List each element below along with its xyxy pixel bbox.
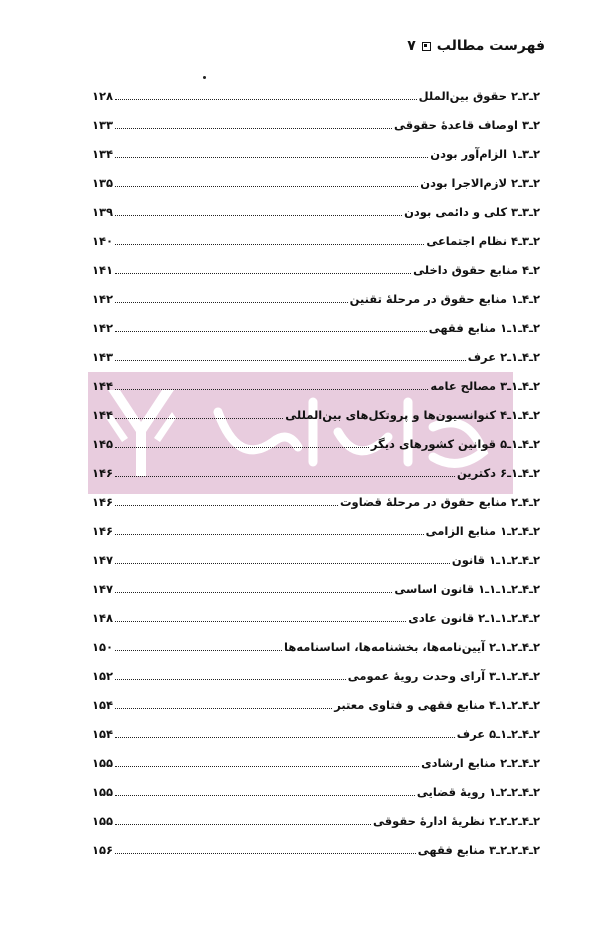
toc-entry-title: ۲ـ۴ـ۲ـ۱ـ۲ آیین‌نامه‌ها، بخشنامه‌ها، اساسنامه‌ها <box>284 640 540 654</box>
toc-entry-title: ۲ـ۴ـ۱ـ۱ منابع فقهی <box>428 321 540 335</box>
toc-entry-page: ۱۵۰ <box>92 640 114 654</box>
dot-leader <box>115 418 283 419</box>
dot-leader <box>115 273 411 274</box>
toc-entry-page: ۱۵۴ <box>92 698 114 712</box>
dot-leader <box>115 737 455 738</box>
toc-entry-title: ۲ـ۴ـ۲ـ۱ـ۱ـ۲ قانون عادی <box>408 611 540 625</box>
toc-entry-title: ۲ـ۳ـ۳ کلی و دائمی بودن <box>404 205 540 219</box>
toc-entry-page: ۱۳۹ <box>92 205 114 219</box>
toc-entry-page: ۱۳۳ <box>92 118 114 132</box>
toc-entry-title: ۲ـ۴ـ۲ـ۲ـ۳ منابع فقهی <box>417 843 540 857</box>
dot-leader <box>115 244 424 245</box>
toc-entry-page: ۱۴۶ <box>92 495 114 509</box>
toc-entry-title: ۲ـ۴ـ۲ـ۲ـ۲ نظریهٔ ادارهٔ حقوقی <box>372 814 540 828</box>
dot-leader <box>115 505 338 506</box>
dot-leader <box>115 331 427 332</box>
dot-leader <box>115 534 424 535</box>
toc-entry <box>92 171 540 191</box>
toc-entry <box>92 432 540 452</box>
toc-entry-page: ۱۵۲ <box>92 669 114 683</box>
dot-leader <box>115 708 332 709</box>
toc-entry-title: ۲ـ۴ـ۲ـ۱ـ۱ قانون <box>451 553 540 567</box>
toc-entry-title: ۲ـ۳ اوصاف قاعدهٔ حقوقی <box>394 118 540 132</box>
dot-leader <box>115 650 282 651</box>
toc-entry <box>92 200 540 220</box>
toc-entry <box>92 780 540 800</box>
dot-leader <box>115 447 369 448</box>
toc-entry-title: ۲ـ۲ـ۲ حقوق بین‌الملل <box>418 89 540 103</box>
toc-entry-page: ۱۴۰ <box>92 234 114 248</box>
dot-leader <box>115 476 455 477</box>
toc-entry <box>92 258 540 278</box>
dot-leader <box>115 824 371 825</box>
toc-entry <box>92 113 540 133</box>
toc-entry <box>92 461 540 481</box>
toc-entry-title: ۲ـ۳ـ۲ لازم‌الاجرا بودن <box>420 176 540 190</box>
toc-entry <box>92 577 540 597</box>
toc-entry-title: ۲ـ۴ـ۱ـ۳ مصالح عامه <box>430 379 540 393</box>
toc-entry-page: ۱۴۲ <box>92 321 114 335</box>
dot-leader <box>115 128 392 129</box>
header-page-number: ۷ <box>407 38 416 54</box>
dot-leader <box>115 99 417 100</box>
toc-entry-page: ۱۴۶ <box>92 466 114 480</box>
dot-leader <box>115 186 418 187</box>
toc-entry-page: ۱۵۵ <box>92 814 114 828</box>
toc-entry-page: ۱۴۷ <box>92 553 114 567</box>
dot-leader <box>115 766 419 767</box>
header-title: فهرست مطالب <box>436 38 545 54</box>
toc-entry-page: ۱۵۶ <box>92 843 114 857</box>
toc-entry-title: ۲ـ۴ـ۲ـ۱ـ۳ آرای وحدت رویهٔ عمومی <box>347 669 540 683</box>
toc-entry <box>92 722 540 742</box>
dot-leader <box>115 389 428 390</box>
toc-entry <box>92 809 540 829</box>
toc-entry <box>92 287 540 307</box>
toc-entry-page: ۱۴۲ <box>92 292 114 306</box>
toc-entry <box>92 838 540 858</box>
toc-entry-page: ۱۴۶ <box>92 524 114 538</box>
toc-entry-title: ۲ـ۴ـ۲ منابع حقوق در مرحلهٔ قضاوت <box>340 495 540 509</box>
toc-entry-title: ۲ـ۴ـ۱ـ۴ کنوانسیون‌ها و پروتکل‌های بین‌المللی <box>285 408 540 422</box>
toc-entry-page: ۱۵۴ <box>92 727 114 741</box>
toc-entry-page: ۱۴۴ <box>92 379 114 393</box>
toc-entry-title: ۲ـ۴ـ۱ـ۵ قوانین کشورهای دیگر <box>370 437 540 451</box>
toc-entry-title: ۲ـ۳ـ۱ الزام‌آور بودن <box>430 147 540 161</box>
toc-entry <box>92 403 540 423</box>
toc-entry-page: ۱۴۸ <box>92 611 114 625</box>
toc-entry <box>92 664 540 684</box>
dot-leader <box>115 679 346 680</box>
toc-entry <box>92 229 540 249</box>
toc-entry-title: ۲ـ۴ـ۲ـ۱ـ۵ عرف <box>456 727 540 741</box>
toc-entry-title: ۲ـ۳ـ۴ نظام اجتماعی <box>426 234 540 248</box>
dot-leader <box>115 563 450 564</box>
toc-entry <box>92 490 540 510</box>
toc-entry-title: ۲ـ۴ منابع حقوق داخلی <box>413 263 540 277</box>
toc-entry <box>92 693 540 713</box>
toc-entry <box>92 142 540 162</box>
toc-entry <box>92 635 540 655</box>
dot-leader <box>115 621 406 622</box>
toc-entry-page: ۱۵۵ <box>92 785 114 799</box>
dot-leader <box>115 795 415 796</box>
dot-leader <box>115 157 428 158</box>
toc-entry-title: ۲ـ۴ـ۲ـ۱ـ۴ منابع فقهی و فتاوی معتبر <box>334 698 540 712</box>
dot-leader <box>115 215 402 216</box>
dot-leader <box>115 360 466 361</box>
dot-leader <box>115 592 392 593</box>
toc-entry-title: ۲ـ۴ـ۲ـ۱ منابع الزامی <box>425 524 540 538</box>
toc-entry-page: ۱۴۱ <box>92 263 114 277</box>
toc-entry <box>92 751 540 771</box>
dot-leader <box>115 853 416 854</box>
toc-entry-title: ۲ـ۴ـ۱ـ۶ دکترین <box>456 466 540 480</box>
toc-entry-page: ۱۴۵ <box>92 437 114 451</box>
toc-entry <box>92 345 540 365</box>
toc-entry-page: ۱۴۴ <box>92 408 114 422</box>
toc-entry-page: ۱۳۴ <box>92 147 114 161</box>
toc-entry <box>92 316 540 336</box>
toc-entry-title: ۲ـ۴ـ۲ـ۲ـ۱ رویهٔ قضایی <box>416 785 540 799</box>
toc-entry <box>92 84 540 104</box>
toc-entry-title: ۲ـ۴ـ۱ منابع حقوق در مرحلهٔ تقنین <box>349 292 540 306</box>
toc-entry-page: ۱۵۵ <box>92 756 114 770</box>
toc-entry <box>92 519 540 539</box>
toc-entry-page: ۱۴۳ <box>92 350 114 364</box>
toc-entry-title: ۲ـ۴ـ۲ـ۲ منابع ارشادی <box>421 756 540 770</box>
dot-leader <box>115 302 348 303</box>
toc-entry-title: ۲ـ۴ـ۱ـ۲ عرف <box>467 350 540 364</box>
toc-entry-page: ۱۲۸ <box>92 89 114 103</box>
toc-entry <box>92 374 540 394</box>
toc-entry-page: ۱۳۵ <box>92 176 114 190</box>
toc-entry-page: ۱۴۷ <box>92 582 114 596</box>
toc-entry <box>92 548 540 568</box>
toc-entry-title: ۲ـ۴ـ۲ـ۱ـ۱ـ۱ قانون اساسی <box>394 582 540 596</box>
toc-entry <box>92 606 540 626</box>
